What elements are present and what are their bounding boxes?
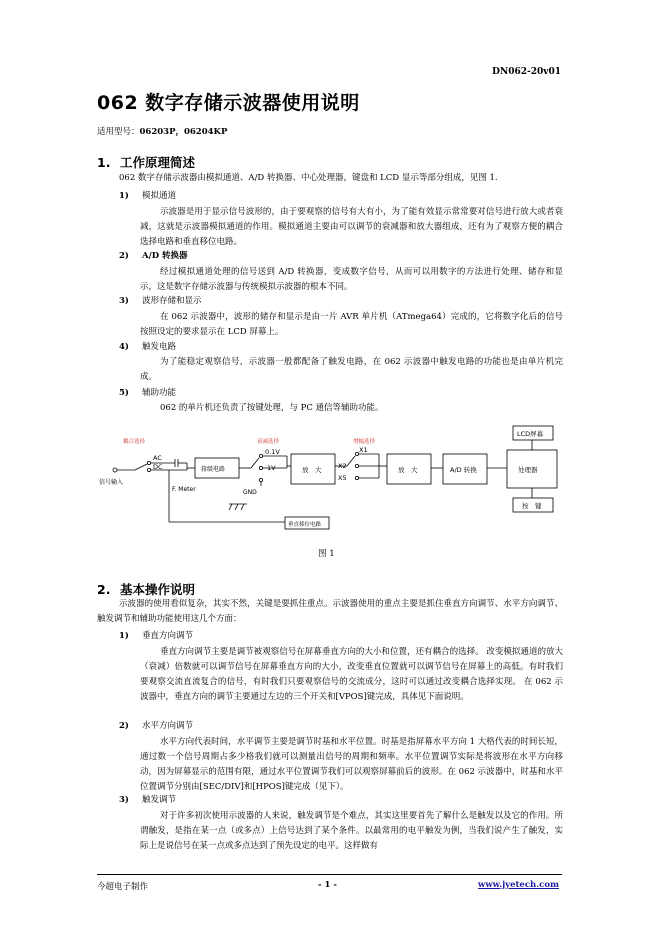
- gain-switch: [347, 456, 355, 466]
- label-adc: A/D 转换: [450, 466, 477, 474]
- s1-item3-text: 在 062 示波器中，波形的储存和显示是由一片 AVR 单片机（ATmega64）完成的，它将数字化后的信号按照设定的要求显示在 LCD 屏幕上。: [140, 312, 563, 337]
- footer-page-number: - 1 -: [318, 880, 337, 890]
- label-amp1: 放 大: [302, 466, 322, 474]
- s2-item3-number: 3): [119, 795, 129, 805]
- s1-item5-number: 5): [119, 388, 129, 398]
- label-vpos: 垂直移位电路: [288, 522, 322, 528]
- section1-title: 工作原理简述: [120, 155, 196, 170]
- s2-item1-text: 垂直方向调节主要是调节被观察信号在屏幕垂直方向的大小和位置，还有耦合的选择。 改变模拟通道的放大（衰减）倍数就可以调节信号在屏幕垂直方向的大小，改变垂直位置就可以调节信号在屏幕上的高低。有时我们要观察交流直流复合的信号，有时我们只要观察信号的交流成分，这时可以通过改变耦合选择实现。 在 062 示波器中，垂直方向的调节主要通过左边的三个开关和[VPOS]键完成，具体见下面说明。: [140, 647, 563, 702]
- s2-item2-heading: [119, 719, 193, 731]
- label-coupling: 耦合选择: [123, 439, 146, 445]
- label-cpu: 处理器: [518, 466, 538, 474]
- label-attenuation: 衰减选择: [257, 439, 280, 445]
- s1-item2-number: 2): [119, 251, 129, 261]
- section2-number: 2.: [97, 582, 111, 597]
- label-dc: DC: [153, 463, 163, 471]
- model-value: 06203P，06204KP: [139, 127, 228, 137]
- label-clamp: 箝级电路: [201, 466, 226, 473]
- s2-item1-title: 垂直方向调节: [142, 631, 194, 641]
- s2-item3-text: 对于许多初次使用示波器的人来说，触发调节是个难点，其实这里要首先了解什么是触发以及它的作用。所谓触发，是指在某一点（或多点）上信号达到了某个条件。以最常用的电平触发为例，当我们说产生了触发，实际上是说信号在某一点或多点达到了预先设定的电平。这样做有: [140, 811, 563, 851]
- s1-item4-heading: [119, 340, 176, 352]
- s1-item2-text: 经过模拟通道处理的信号送到 A/D 转换器，变成数字信号，从而可以用数字的方法进行处理、储存和显示，这是数字存储示波器与传统模拟示波器的根本不同。: [140, 267, 563, 292]
- s1-item2-title: A/D 转换器: [142, 251, 188, 261]
- footer-company: 今超电子制作: [97, 882, 149, 892]
- label-gain: 增幅选择: [353, 439, 376, 445]
- label-ac: AC: [153, 454, 162, 462]
- label-gnd: GND: [243, 489, 257, 496]
- figure-caption: 图 1: [318, 549, 335, 559]
- label-keys: 按 键: [522, 502, 542, 510]
- section2-heading: [97, 580, 195, 598]
- footer-website-link[interactable]: www.jyetech.com: [478, 880, 559, 890]
- s2-item2-title: 水平方向调节: [142, 721, 194, 731]
- footer-rule: [97, 874, 562, 875]
- label-x2: X2: [338, 462, 347, 470]
- s1-item1-heading: [119, 189, 176, 201]
- page-title: 062 数字存储示波器使用说明: [97, 92, 360, 114]
- section2-title: 基本操作说明: [120, 582, 196, 597]
- s2-item1-number: 1): [119, 631, 129, 641]
- s1-item5-heading: [119, 386, 176, 398]
- s2-item3-heading: [119, 793, 176, 805]
- s2-item2-number: 2): [119, 721, 129, 731]
- s1-item3-title: 波形存储和显示: [142, 296, 202, 306]
- label-0.1v: 0.1V: [265, 448, 280, 456]
- s1-item4-text: 为了能稳定观察信号，示波器一般都配备了触发电路，在 062 示波器中触发电路的功能也是由单片机完成。: [140, 357, 563, 382]
- s1-item1-text: 示波器是用于显示信号波形的，由于要观察的信号有大有小，为了能有效显示常常要对信号进行放大或者衰减，这就是示波器模拟通道的作用。模拟通道主要由可以调节的衰减器和放大器组成，还有为了观察方便的耦合选择电路和垂直移位电路。: [140, 207, 563, 247]
- s1-item1-number: 1): [119, 191, 129, 201]
- s1-item2-heading: [119, 249, 188, 261]
- label-x1: X1: [359, 446, 368, 454]
- doc-id: DN062-20v01: [492, 67, 561, 77]
- s1-item5-text: 062 的单片机还负责了按键处理，与 PC 通信等辅助功能。: [160, 403, 384, 413]
- label-1v: 1V: [267, 464, 276, 472]
- block-diagram: [95, 422, 575, 540]
- s1-item4-title: 触发电路: [142, 342, 177, 352]
- section1-heading: [97, 153, 195, 171]
- coupling-switch: [135, 464, 147, 470]
- label-amp2: 放 大: [398, 466, 418, 474]
- model-label: 适用型号：: [97, 127, 140, 137]
- s1-item3-heading: [119, 294, 202, 306]
- s1-item4-number: 4): [119, 342, 129, 352]
- s1-item1-title: 模拟通道: [142, 191, 177, 201]
- label-fmeter: F. Meter: [172, 486, 196, 493]
- s1-item5-title: 辅助功能: [142, 388, 177, 398]
- section2-intro: 示波器的使用看似复杂，其实不然，关键是要抓住重点。示波器使用的重点主要是抓住垂直方向调节、水平方向调节、触发调节和辅助功能使用这几个方面：: [97, 599, 563, 624]
- s2-item3-title: 触发调节: [142, 795, 177, 805]
- s2-item2-text: 水平方向代表时间，水平调节主要是调节时基和水平位置。时基是指屏幕水平方向 1 大格代表的时间长短，通过数一个信号周期占多少格我们就可以测量出信号的周期和频率。水平位置调节实际是将波形在水平方向移动，因为屏幕显示的范围有限，通过水平位置调节我们可以观察屏幕前后的波形。在 062 示波器中，时基和水平位置调节分别由[SEC/DIV]和[HPOS]键完成（见下）。: [140, 737, 563, 792]
- section1-intro: 062 数字存储示波器由模拟通道、A/D 转换器、中心处理器，键盘和 LCD 显示等部分组成，见图 1.: [119, 173, 498, 183]
- label-input: 信号输入: [99, 479, 124, 486]
- label-x5: X5: [338, 474, 347, 482]
- section1-number: 1.: [97, 155, 111, 170]
- model-line: [97, 125, 227, 137]
- input-terminal: [113, 468, 117, 472]
- s1-item3-number: 3): [119, 296, 129, 306]
- s2-item1-heading: [119, 629, 193, 641]
- label-lcd: LCD屏幕: [517, 430, 544, 438]
- attenuation-switch: [251, 458, 259, 468]
